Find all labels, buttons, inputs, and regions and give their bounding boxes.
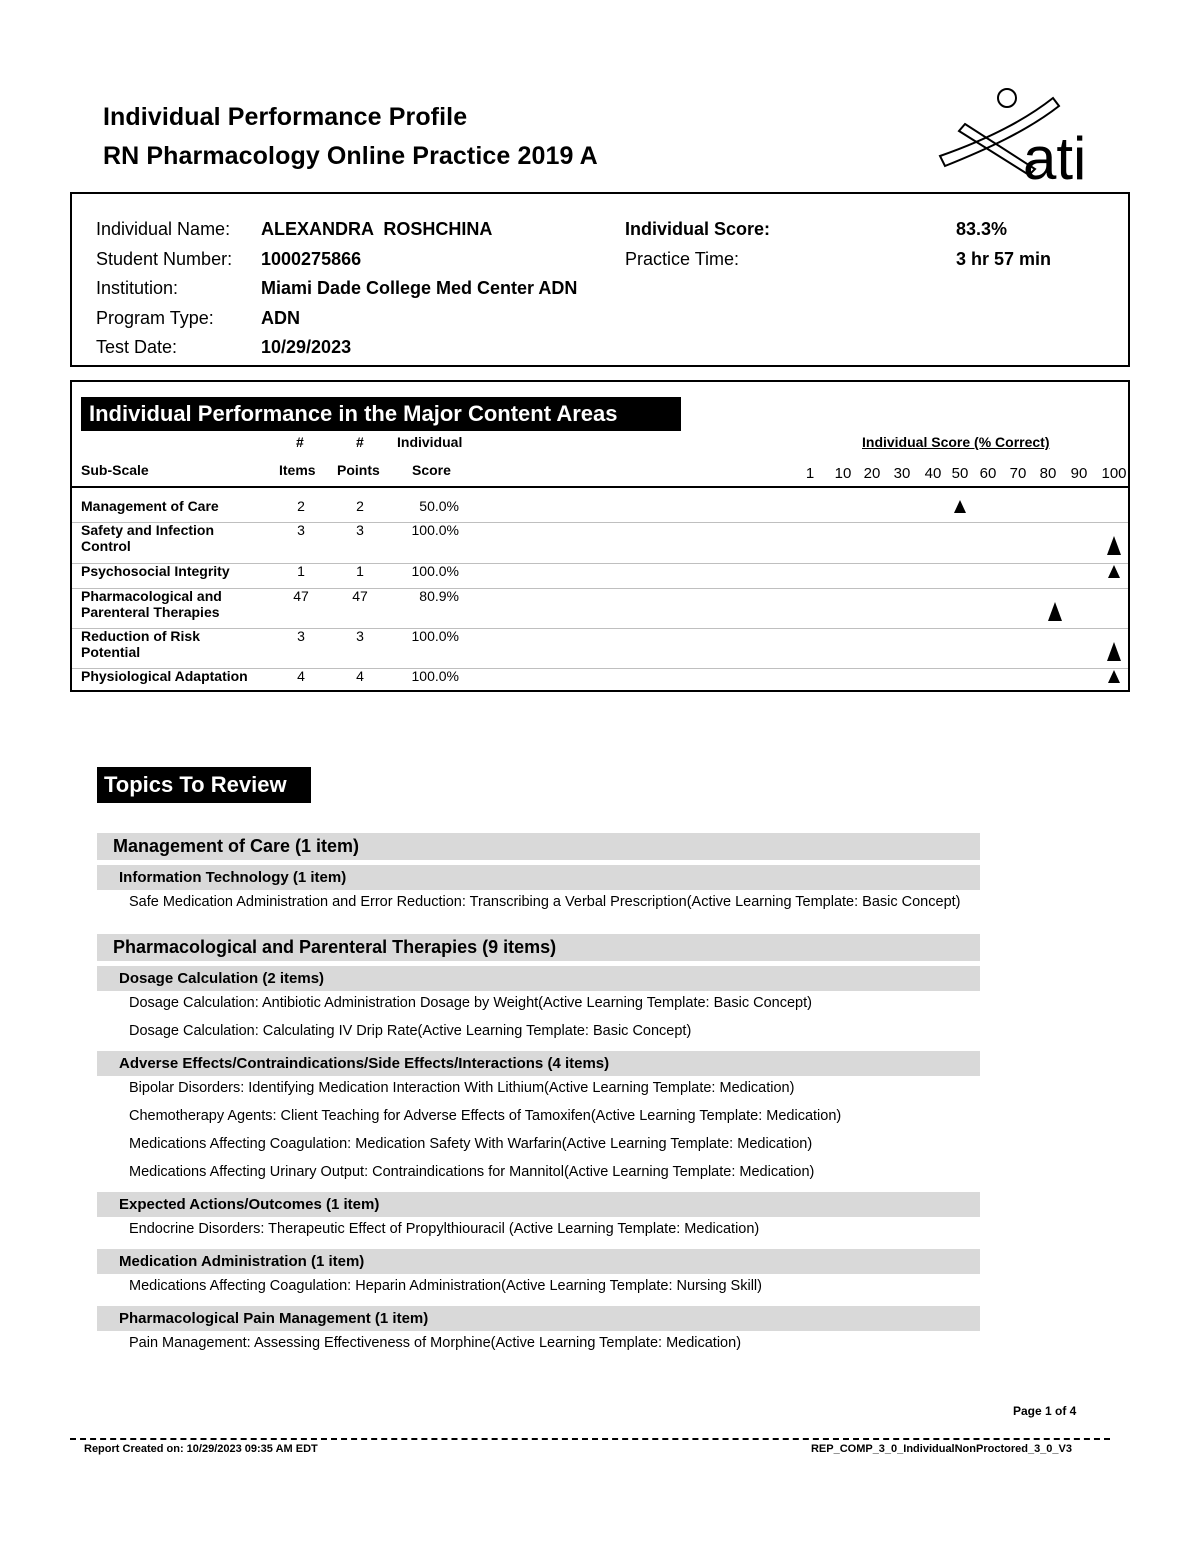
points-count: 1 xyxy=(356,563,364,579)
institution-value: Miami Dade College Med Center ADN xyxy=(261,278,578,298)
topic-item: Medications Affecting Coagulation: Heparin Administration(Active Learning Template: Nursing Skill) xyxy=(129,1278,762,1294)
points-header: Points xyxy=(337,462,380,478)
score-marker xyxy=(1107,536,1121,555)
header-rule xyxy=(72,486,1128,488)
topic-item: Chemotherapy Agents: Client Teaching for Adverse Effects of Tamoxifen(Active Learning Template: Medication) xyxy=(129,1108,842,1124)
performance-section-title: Individual Performance in the Major Content Areas xyxy=(81,397,681,431)
scale-tick: 70 xyxy=(1009,465,1027,482)
chart-title: Individual Score (% Correct) xyxy=(862,434,1050,450)
scale-tick: 40 xyxy=(924,465,942,482)
scale-tick: 1 xyxy=(805,465,815,482)
items-count: 3 xyxy=(297,522,305,538)
topic-item: Medications Affecting Coagulation: Medication Safety With Warfarin(Active Learning Template: Medication) xyxy=(129,1136,813,1152)
subscale-name: Safety and Infection Control xyxy=(81,522,215,554)
page-number: Page 1 of 4 xyxy=(1013,1404,1077,1418)
topic-category: Management of Care (1 item) xyxy=(97,833,980,860)
score-marker xyxy=(1107,642,1121,661)
student-info-box xyxy=(70,192,1130,367)
performance-section xyxy=(70,380,1130,692)
footer-divider xyxy=(70,1438,1110,1440)
individual-score-value: 83.3% xyxy=(956,219,1008,239)
subscale-score: 100.0% xyxy=(411,628,459,644)
items-count: 47 xyxy=(293,588,309,604)
topic-item: Bipolar Disorders: Identifying Medication Interaction With Lithium(Active Learning Template: Medication) xyxy=(129,1080,795,1096)
scale-tick: 20 xyxy=(863,465,881,482)
scale-tick: 50 xyxy=(951,465,969,482)
subscale-score: 50.0% xyxy=(419,498,459,514)
test-name: RN Pharmacology Online Practice 2019 A xyxy=(103,142,598,170)
topic-item: Dosage Calculation: Antibiotic Administration Dosage by Weight(Active Learning Template: Basic Concept) xyxy=(129,995,812,1011)
topic-subgroup: Adverse Effects/Contraindications/Side Effects/Interactions (4 items) xyxy=(97,1051,980,1076)
practice-time-value: 3 hr 57 min xyxy=(956,249,1052,269)
items-header: Items xyxy=(279,462,316,478)
score-marker xyxy=(1108,670,1120,683)
items-count: 4 xyxy=(297,668,305,684)
topic-subgroup: Pharmacological Pain Management (1 item) xyxy=(97,1306,980,1331)
page-title: Individual Performance Profile xyxy=(103,103,468,131)
name-label: Individual Name: xyxy=(96,219,231,239)
items-count: 2 xyxy=(297,498,305,514)
test-date-value: 10/29/2023 xyxy=(261,337,352,357)
score-marker xyxy=(1048,602,1062,621)
svg-text:ati: ati xyxy=(1023,125,1087,184)
topic-subgroup: Information Technology (1 item) xyxy=(97,865,980,890)
scale-tick: 30 xyxy=(893,465,911,482)
subscale-score: 100.0% xyxy=(411,522,459,538)
ati-logo xyxy=(935,84,1105,184)
items-count: 1 xyxy=(297,563,305,579)
points-count: 47 xyxy=(352,588,368,604)
scale-tick: 90 xyxy=(1070,465,1088,482)
subscale-name: Pharmacological and Parenteral Therapies xyxy=(81,588,222,620)
program-type-value: ADN xyxy=(261,308,300,328)
individual-score-label: Individual Score: xyxy=(625,219,771,239)
subscale-score: 100.0% xyxy=(411,563,459,579)
subscale-name: Management of Care xyxy=(81,498,219,514)
scale-tick: 100 xyxy=(1101,465,1127,482)
scale-tick: 10 xyxy=(834,465,852,482)
report-created: Report Created on: 10/29/2023 09:35 AM EDT xyxy=(84,1443,318,1455)
subscale-name: Psychosocial Integrity xyxy=(81,563,230,579)
topic-item: Dosage Calculation: Calculating IV Drip Rate(Active Learning Template: Basic Concept) xyxy=(129,1023,692,1039)
points-header-hash: # xyxy=(356,434,364,450)
topic-category: Pharmacological and Parenteral Therapies (9 items) xyxy=(97,934,980,961)
topic-subgroup: Expected Actions/Outcomes (1 item) xyxy=(97,1192,980,1217)
topics-section-title: Topics To Review xyxy=(97,767,311,803)
score-marker xyxy=(954,500,966,513)
points-count: 4 xyxy=(356,668,364,684)
name-value: ALEXANDRA ROSHCHINA xyxy=(261,219,493,239)
program-type-label: Program Type: xyxy=(96,308,214,328)
student-number-value: 1000275866 xyxy=(261,249,362,269)
subscale-name: Physiological Adaptation xyxy=(81,668,248,684)
scale-tick: 60 xyxy=(979,465,997,482)
points-count: 3 xyxy=(356,628,364,644)
topic-item: Safe Medication Administration and Error Reduction: Transcribing a Verbal Prescription(Active Learning Template: Basic Concept) xyxy=(129,894,961,910)
topic-item: Endocrine Disorders: Therapeutic Effect of Propylthiouracil (Active Learning Template: Medication) xyxy=(129,1221,760,1237)
subscale-name: Reduction of Risk Potential xyxy=(81,628,201,660)
topic-subgroup: Dosage Calculation (2 items) xyxy=(97,966,980,991)
student-number-label: Student Number: xyxy=(96,249,233,269)
subscale-score: 100.0% xyxy=(411,668,459,684)
items-count: 3 xyxy=(297,628,305,644)
topic-item: Medications Affecting Urinary Output: Contraindications for Mannitol(Active Learning Template: Medication) xyxy=(129,1164,815,1180)
report-id: REP_COMP_3_0_IndividualNonProctored_3_0_V3 xyxy=(810,1443,1072,1455)
points-count: 3 xyxy=(356,522,364,538)
practice-time-label: Practice Time: xyxy=(625,249,740,269)
score-marker xyxy=(1108,565,1120,578)
items-header-hash: # xyxy=(296,434,304,450)
test-date-label: Test Date: xyxy=(96,337,178,357)
subscale-header: Sub-Scale xyxy=(81,462,149,478)
points-count: 2 xyxy=(356,498,364,514)
topic-item: Pain Management: Assessing Effectiveness of Morphine(Active Learning Template: Medication) xyxy=(129,1335,742,1351)
score-header: Score xyxy=(412,462,451,478)
scale-tick: 80 xyxy=(1039,465,1057,482)
subscale-score: 80.9% xyxy=(419,588,459,604)
topic-subgroup: Medication Administration (1 item) xyxy=(97,1249,980,1274)
score-header-top: Individual xyxy=(397,434,463,450)
institution-label: Institution: xyxy=(96,278,179,298)
